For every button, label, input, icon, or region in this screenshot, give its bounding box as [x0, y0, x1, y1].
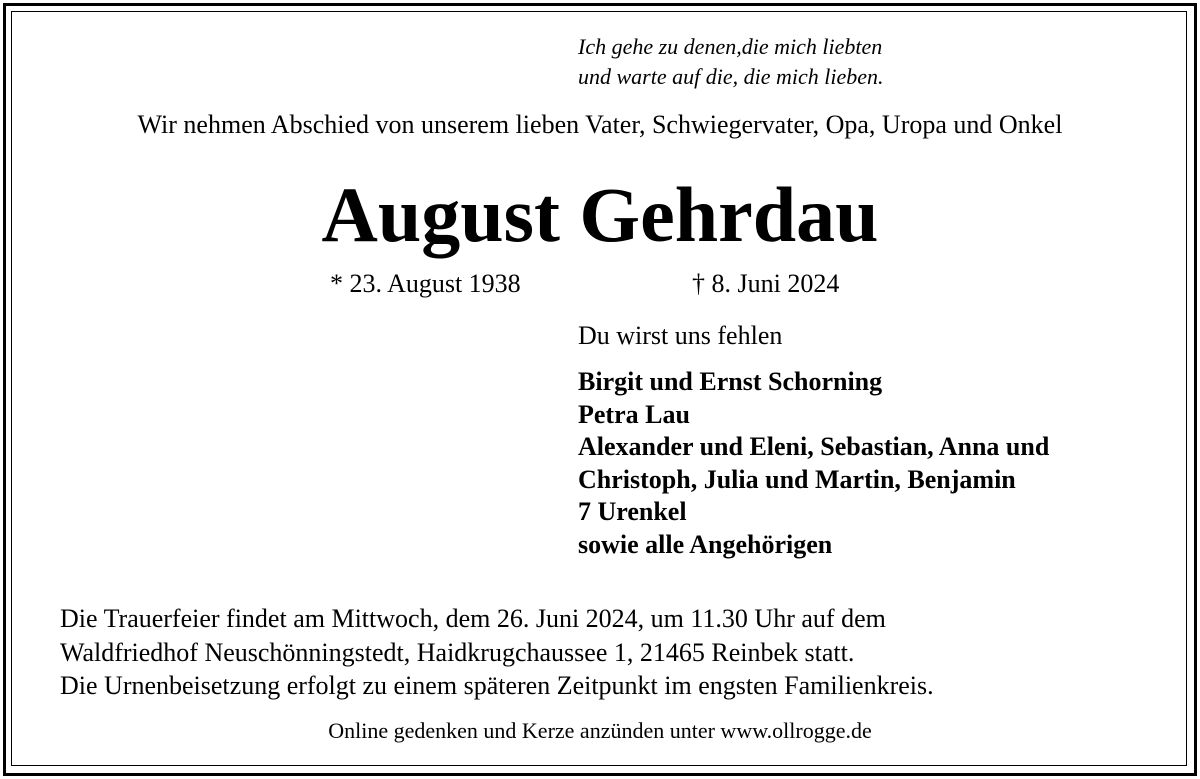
online-memorial-note: Online gedenken und Kerze anzünden unter www.ollrogge.de: [328, 718, 872, 743]
family-line: Birgit und Ernst Schorning: [578, 367, 883, 396]
death-date: † 8. Juni 2024: [692, 269, 840, 298]
family-line: Petra Lau: [578, 399, 690, 429]
family-list: [578, 366, 1049, 561]
intro-text: Wir nehmen Abschied von unserem lieben Vater, Schwiegervater, Opa, Uropa und Onkel: [137, 110, 1063, 139]
funeral-line: Die Urnenbeisetzung erfolgt zu einem späteren Zeitpunkt im engsten Familienkreis.: [60, 671, 934, 700]
deceased-name: August Gehrdau: [321, 171, 879, 258]
family-line: sowie alle Angehörigen: [578, 529, 833, 559]
funeral-line: Die Trauerfeier findet am Mittwoch, dem 26. Juni 2024, um 11.30 Uhr auf dem: [60, 604, 886, 633]
quote-line: und warte auf die, die mich lieben.: [578, 64, 884, 89]
quote-line: Ich gehe zu denen,die mich liebten: [578, 34, 883, 59]
family-line: Christoph, Julia und Martin, Benjamin: [578, 464, 1016, 494]
farewell-line: Du wirst uns fehlen: [578, 321, 783, 350]
family-line: 7 Urenkel: [578, 497, 687, 526]
birth-date: * 23. August 1938: [330, 269, 521, 298]
epitaph-quote: [578, 32, 884, 92]
funeral-info: [60, 602, 934, 703]
funeral-line: Waldfriedhof Neuschönningstedt, Haidkrugchaussee 1, 21465 Reinbek statt.: [60, 637, 855, 667]
family-line: Alexander und Eleni, Sebastian, Anna und: [578, 432, 1050, 461]
